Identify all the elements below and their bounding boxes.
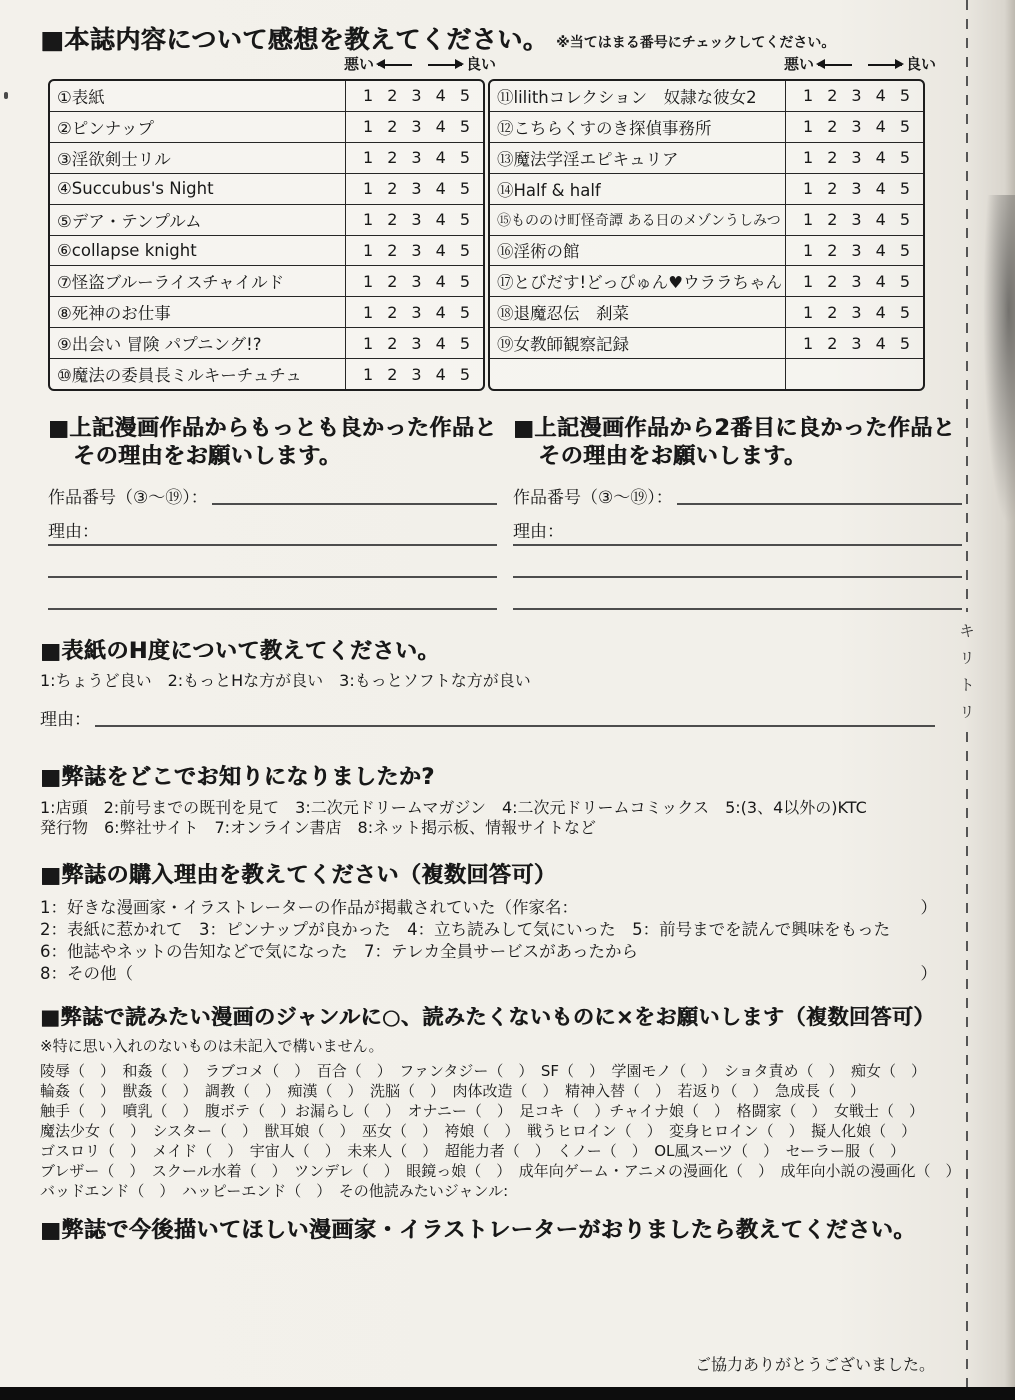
rating-scale (786, 174, 923, 204)
rating-scale (346, 143, 483, 173)
rating-number: 4 (435, 86, 446, 106)
h-level-heading: ■表紙のH度について教えてください。 (40, 639, 440, 664)
rating-number: 5 (899, 271, 910, 291)
cut-line-character: ト (959, 676, 975, 694)
rating-scale (346, 297, 483, 327)
rating-number: 1 (363, 148, 374, 168)
rating-row (490, 142, 923, 173)
rating-number: 4 (875, 333, 886, 353)
rating-number: 5 (899, 148, 910, 168)
rating-row (490, 111, 923, 142)
work-title: ④Succubus's Night (50, 174, 346, 204)
closing-paren: ） (920, 898, 937, 917)
feedback-section-header (40, 20, 835, 56)
genre-row: 触手（ ） 噴乳（ ） 腹ボテ（ ）お漏らし（ ） オナニー（ ） 足コキ（ ）チャイナ娘（ ） 格闘家（ ） 女戦士（ ） (40, 1102, 924, 1120)
rating-number: 5 (459, 179, 470, 199)
rating-row (50, 235, 483, 266)
cover-h-level-section (40, 634, 935, 730)
best-work-heading: ■上記漫画作品からもっとも良かった作品とその理由をお願いします。 (48, 416, 497, 469)
rating-number: 2 (387, 210, 398, 230)
rating-number: 4 (875, 210, 886, 230)
scan-edge-bottom (0, 1387, 1015, 1400)
rating-number: 5 (899, 333, 910, 353)
rating-number: 2 (827, 148, 838, 168)
reason-row (48, 517, 497, 546)
work-title: ⑧死神のお仕事 (50, 297, 346, 327)
source-options-line1: 1:店頭 2:前号までの既刊を見て 3:二次元ドリームマガジン 4:二次元ドリームコミックス 5:(3、4以外の)KTC (40, 798, 867, 817)
work-title: ⑱退魔忍伝 刹菜 (490, 297, 786, 327)
rating-number: 1 (803, 179, 814, 199)
rating-number: 2 (387, 117, 398, 137)
rating-number: 3 (851, 302, 862, 322)
rating-number: 5 (459, 117, 470, 137)
rating-number: 5 (899, 179, 910, 199)
rating-number: 2 (827, 179, 838, 199)
rating-row (50, 81, 483, 111)
rating-row (50, 265, 483, 296)
rating-number: 2 (387, 302, 398, 322)
genre-row: ゴスロリ（ ） メイド（ ） 宇宙人（ ） 未来人（ ） 超能力者（ ） くノー（ ） OL風スーツ（ ） セーラー服（ ） (40, 1142, 905, 1160)
rating-number: 3 (411, 271, 422, 291)
rating-number: 1 (363, 302, 374, 322)
rating-number: 1 (803, 333, 814, 353)
rating-number: 3 (851, 148, 862, 168)
genre-section (40, 1001, 961, 1201)
work-title: ⑤デア・テンプルム (50, 205, 346, 235)
rating-number: 2 (387, 333, 398, 353)
artist-request-section (40, 1213, 940, 1244)
work-title: ⑪lilithコレクション 奴隷な彼女2 (490, 81, 786, 111)
rating-scale (346, 266, 483, 296)
rating-number: 5 (899, 86, 910, 106)
rating-number: 4 (875, 117, 886, 137)
rating-number: 2 (387, 179, 398, 199)
empty-cell (786, 359, 923, 389)
rating-number: 2 (387, 364, 398, 384)
purchase-option-text: 6：他誌やネットの告知などで気になった 7：テレカ全員サービスがあったから (40, 942, 639, 961)
rating-number: 5 (459, 364, 470, 384)
rating-number: 3 (851, 117, 862, 137)
rating-number: 1 (803, 148, 814, 168)
work-title: ⑥collapse knight (50, 236, 346, 266)
second-best-heading: ■上記漫画作品から2番目に良かった作品とその理由をお願いします。 (513, 416, 956, 469)
rating-number: 1 (363, 179, 374, 199)
rating-number: 3 (851, 210, 862, 230)
feedback-heading-note: ※当てはまる番号にチェックしてください。 (556, 35, 836, 51)
second-best-work-section (513, 415, 962, 610)
rating-number: 1 (363, 364, 374, 384)
rating-number: 2 (827, 240, 838, 260)
reason-write-line (48, 546, 497, 578)
rating-number: 2 (387, 148, 398, 168)
rating-number: 4 (435, 117, 446, 137)
cut-line (959, 0, 975, 1400)
rating-table-left (48, 79, 485, 391)
rating-number: 1 (363, 86, 374, 106)
work-title: ⑫こちらくすのき探偵事務所 (490, 112, 786, 142)
rating-row (490, 327, 923, 358)
scale-good-label: 良い (906, 55, 937, 73)
empty-cell (490, 359, 786, 389)
purchase-option-text: 1：好きな漫画家・イラストレーターの作品が掲載されていた（作家名： (40, 898, 579, 917)
rating-number: 4 (435, 364, 446, 384)
h-level-options: 1:ちょうど良い 2:もっとHな方が良い 3:もっとソフトな方が良い (40, 671, 531, 690)
rating-number: 5 (899, 302, 910, 322)
rating-scale (786, 236, 923, 266)
rating-scale (786, 112, 923, 142)
cut-dash-top (966, 0, 968, 612)
genre-row: 輪姦（ ） 獣姦（ ） 調教（ ） 痴漢（ ） 洗脳（ ） 肉体改造（ ） 精神入替（ ） 若返り（ ） 急成長（ ） (40, 1082, 866, 1100)
rating-number: 4 (875, 302, 886, 322)
rating-number: 3 (851, 271, 862, 291)
source-heading: ■弊誌をどこでお知りになりましたか? (40, 765, 435, 790)
rating-row (50, 111, 483, 142)
work-title: ⑨出会い 冒険 パプニング!? (50, 328, 346, 358)
rating-number: 1 (803, 302, 814, 322)
work-title: ⑭Half & half (490, 174, 786, 204)
rating-row (50, 296, 483, 327)
rating-number: 4 (435, 333, 446, 353)
rating-number: 2 (387, 271, 398, 291)
rating-number: 3 (411, 179, 422, 199)
rating-scale (346, 236, 483, 266)
rating-number: 4 (435, 302, 446, 322)
reason-write-line (513, 578, 962, 610)
rating-number: 5 (459, 240, 470, 260)
rating-scale (786, 81, 923, 111)
artist-request-heading: ■弊誌で今後描いてほしい漫画家・イラストレーターがおりましたら教えてください。 (40, 1218, 916, 1243)
rating-number: 1 (363, 271, 374, 291)
rating-number: 2 (827, 271, 838, 291)
rating-number: 1 (803, 86, 814, 106)
purchase-reason-section (40, 858, 937, 985)
rating-number: 3 (411, 117, 422, 137)
rating-number: 1 (363, 210, 374, 230)
rating-number: 1 (363, 240, 374, 260)
reason-row (513, 517, 962, 546)
rating-scale (346, 174, 483, 204)
rating-number: 4 (875, 86, 886, 106)
cut-line-character: キ (959, 622, 975, 640)
purchase-option-line (40, 919, 937, 941)
reason-write-line (48, 578, 497, 610)
empty-row (490, 358, 923, 389)
rating-number: 3 (411, 148, 422, 168)
rating-number: 4 (875, 179, 886, 199)
rating-scale (786, 266, 923, 296)
rating-number: 4 (875, 271, 886, 291)
rating-number: 4 (435, 271, 446, 291)
work-number-field (677, 503, 962, 505)
work-number-row (513, 483, 962, 508)
source-options-line2: 発行物 6:弊社サイト 7:オンライン書店 8:ネット掲示板、情報サイトなど (40, 818, 596, 837)
work-title: ⑲女教師観察記録 (490, 328, 786, 358)
rating-number: 5 (899, 210, 910, 230)
rating-number: 3 (411, 210, 422, 230)
reason-field (95, 725, 935, 727)
work-title: ①表紙 (50, 81, 346, 111)
rating-row (50, 327, 483, 358)
scale-good-label: 良い (466, 55, 497, 73)
rating-number: 1 (803, 271, 814, 291)
rating-row (50, 142, 483, 173)
genre-note: ※特に思い入れのないものは未記入で構いません。 (40, 1037, 384, 1055)
work-title: ⑮もののけ町怪奇譚 ある日のメゾンうしみつ (490, 205, 786, 235)
rating-number: 4 (435, 148, 446, 168)
rating-row (490, 235, 923, 266)
rating-number: 2 (827, 117, 838, 137)
rating-scale (346, 81, 483, 111)
rating-row (50, 358, 483, 389)
closing-paren: ） (920, 964, 937, 983)
work-title: ⑯淫術の館 (490, 236, 786, 266)
rating-number: 3 (411, 302, 422, 322)
rating-row (490, 265, 923, 296)
h-reason-row (40, 705, 935, 730)
cut-line-character: リ (959, 703, 975, 721)
reason-label: 理由： (513, 522, 564, 542)
rating-number: 2 (827, 210, 838, 230)
rating-number: 1 (363, 333, 374, 353)
thanks-message: ご協力ありがとうございました。 (694, 1355, 935, 1374)
purchase-option-text: 2：表紙に惹かれて 3：ピンナップが良かった 4：立ち読みして気にいった 5：前号までを読んで興味をもった (40, 920, 891, 939)
genre-row: ブレザー（ ） スクール水着（ ） ツンデレ（ ） 眼鏡っ娘（ ） 成年向ゲーム・アニメの漫画化（ ） 成年向小説の漫画化（ ） (40, 1162, 961, 1180)
rating-number: 5 (459, 148, 470, 168)
rating-scale (346, 205, 483, 235)
feedback-heading: ■本誌内容について感想を教えてください。 (40, 25, 549, 54)
arrow-right-icon (428, 64, 462, 66)
purchase-option-line (40, 941, 937, 963)
genre-heading: ■弊誌で読みたい漫画のジャンルに○、読みたくないものに×をお願いします（複数回答可） (40, 1005, 935, 1029)
scale-header-right (784, 53, 936, 74)
work-title: ②ピンナップ (50, 112, 346, 142)
rating-number: 5 (459, 271, 470, 291)
rating-number: 5 (459, 210, 470, 230)
arrow-right-icon (868, 64, 902, 66)
reason-write-line (513, 546, 962, 578)
rating-number: 3 (411, 86, 422, 106)
rating-scale (346, 359, 483, 389)
rating-row (490, 173, 923, 204)
work-title: ⑬魔法学淫エピキュリア (490, 143, 786, 173)
work-number-label: 作品番号（③〜⑲）： (48, 488, 208, 508)
rating-row (50, 204, 483, 235)
rating-scale (786, 328, 923, 358)
rating-number: 4 (435, 210, 446, 230)
purchase-options (40, 897, 937, 985)
rating-number: 4 (435, 179, 446, 199)
rating-number: 3 (851, 86, 862, 106)
arrow-left-icon (378, 64, 412, 66)
rating-number: 5 (899, 240, 910, 260)
rating-scale (346, 328, 483, 358)
scan-smudge (983, 195, 1015, 525)
rating-number: 2 (827, 333, 838, 353)
rating-number: 4 (435, 240, 446, 260)
rating-number: 5 (459, 333, 470, 353)
rating-number: 2 (827, 86, 838, 106)
rating-row (490, 296, 923, 327)
genre-row: 陵辱（ ） 和姦（ ） ラブコメ（ ） 百合（ ） ファンタジー（ ） SF（ ） 学園モノ（ ） ショタ責め（ ） 痴女（ ） (40, 1062, 927, 1080)
discovery-source-section (40, 760, 935, 838)
rating-number: 2 (827, 302, 838, 322)
cut-line-label (959, 612, 974, 732)
work-number-field (212, 503, 497, 505)
genre-row: バッドエンド（ ） ハッピーエンド（ ） その他読みたいジャンル: (40, 1182, 509, 1200)
purchase-option-line (40, 963, 937, 985)
rating-row (490, 81, 923, 111)
genre-row: 魔法少女（ ） シスター（ ） 獣耳娘（ ） 巫女（ ） 袴娘（ ） 戦うヒロイン（ ） 変身ヒロイン（ ） 擬人化娘（ ） (40, 1122, 917, 1140)
rating-number: 1 (803, 210, 814, 230)
reason-label: 理由： (40, 710, 91, 730)
work-number-label: 作品番号（③〜⑲）： (513, 488, 673, 508)
rating-number: 2 (387, 86, 398, 106)
scan-speck (4, 92, 8, 99)
work-title: ⑩魔法の委員長ミルキーチュチュ (50, 359, 346, 389)
scale-header-left (344, 53, 496, 74)
rating-scale (786, 143, 923, 173)
reason-label: 理由： (48, 522, 99, 542)
rating-number: 1 (363, 117, 374, 137)
purchase-heading: ■弊誌の購入理由を教えてください（複数回答可） (40, 863, 557, 888)
arrow-left-icon (818, 64, 852, 66)
scale-bad-label: 悪い (344, 55, 375, 73)
rating-number: 3 (411, 333, 422, 353)
rating-number: 4 (875, 240, 886, 260)
cut-line-character: リ (959, 649, 975, 667)
rating-number: 1 (803, 240, 814, 260)
work-title: ⑦怪盗ブルーライスチャイルド (50, 266, 346, 296)
genre-rows (40, 1061, 961, 1201)
best-work-section (48, 415, 497, 610)
rating-number: 3 (851, 240, 862, 260)
rating-number: 5 (459, 86, 470, 106)
purchase-option-line (40, 897, 937, 919)
work-title: ③淫欲剣士リル (50, 143, 346, 173)
rating-row (490, 204, 923, 235)
cut-dash-bottom (966, 732, 968, 1400)
scale-bad-label: 悪い (784, 55, 815, 73)
rating-scale (786, 205, 923, 235)
rating-number: 1 (803, 117, 814, 137)
rating-number: 2 (387, 240, 398, 260)
rating-scale (346, 112, 483, 142)
purchase-option-text: 8：その他（ (40, 964, 133, 983)
work-number-row (48, 483, 497, 508)
rating-number: 5 (459, 302, 470, 322)
rating-number: 3 (411, 364, 422, 384)
rating-table-right (488, 79, 925, 391)
rating-number: 4 (875, 148, 886, 168)
rating-row (50, 173, 483, 204)
work-title: ⑰とびだす!どっぴゅん♥ウララちゃん (490, 266, 786, 296)
rating-number: 5 (899, 117, 910, 137)
rating-number: 3 (851, 179, 862, 199)
rating-scale (786, 297, 923, 327)
rating-number: 3 (851, 333, 862, 353)
rating-number: 3 (411, 240, 422, 260)
